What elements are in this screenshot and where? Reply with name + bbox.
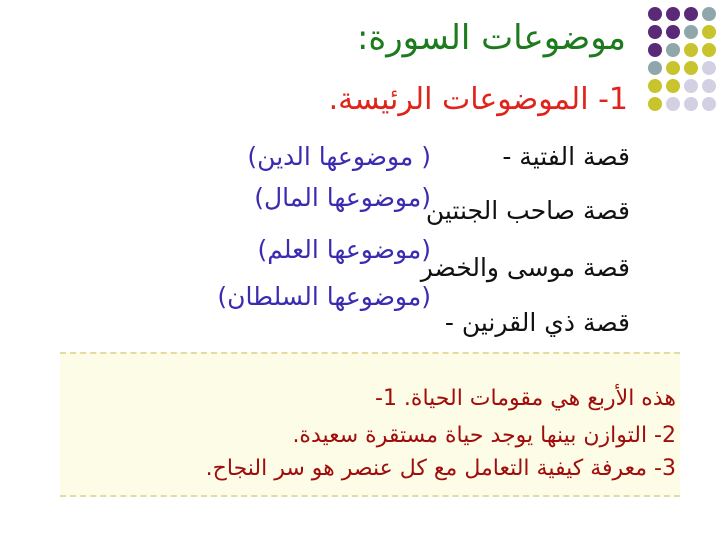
note-line-2: 2- التوازن بينها يوجد حياة مستقرة سعيدة. bbox=[292, 423, 676, 448]
decorative-dot bbox=[684, 7, 698, 21]
decorative-dot bbox=[684, 79, 698, 93]
story-title-musa-khidr: قصة موسى والخضر bbox=[420, 253, 630, 282]
slide-title: موضوعات السورة: bbox=[356, 18, 626, 58]
decorative-dot bbox=[702, 61, 716, 75]
decorative-dot bbox=[648, 43, 662, 57]
decorative-dot bbox=[702, 97, 716, 111]
decorative-dot bbox=[702, 43, 716, 57]
story-title-youths: قصة الفتية - bbox=[502, 142, 630, 171]
decorative-dot bbox=[666, 25, 680, 39]
story-theme-garden-owner: (موضوعها المال) bbox=[254, 183, 431, 212]
story-title-dhul-qarnayn: قصة ذي القرنين - bbox=[444, 308, 630, 337]
decorative-dot bbox=[666, 43, 680, 57]
decorative-dot bbox=[666, 61, 680, 75]
decorative-dot bbox=[684, 97, 698, 111]
note-line-1: هذه الأربع هي مقومات الحياة. 1- bbox=[374, 386, 676, 411]
decorative-dot bbox=[702, 7, 716, 21]
decorative-dot bbox=[648, 79, 662, 93]
decorative-dot bbox=[666, 79, 680, 93]
story-theme-musa-khidr: (موضوعها العلم) bbox=[257, 235, 431, 264]
story-theme-youths: ( موضوعها الدين) bbox=[247, 142, 431, 171]
slide-subtitle: 1- الموضوعات الرئيسة. bbox=[328, 82, 628, 117]
decorative-dot bbox=[666, 7, 680, 21]
decorative-dot bbox=[684, 25, 698, 39]
decorative-dot bbox=[648, 97, 662, 111]
decorative-dot bbox=[666, 97, 680, 111]
decorative-dot bbox=[648, 25, 662, 39]
decorative-dot bbox=[702, 25, 716, 39]
decorative-dot bbox=[648, 7, 662, 21]
story-theme-dhul-qarnayn: (موضوعها السلطان) bbox=[217, 282, 431, 311]
note-line-3: 3- معرفة كيفية التعامل مع كل عنصر هو سر النجاح. bbox=[205, 456, 676, 481]
decorative-dot bbox=[648, 61, 662, 75]
decorative-dot bbox=[702, 79, 716, 93]
story-title-garden-owner: قصة صاحب الجنتين bbox=[425, 196, 630, 225]
decorative-dot bbox=[684, 43, 698, 57]
decorative-dot bbox=[684, 61, 698, 75]
